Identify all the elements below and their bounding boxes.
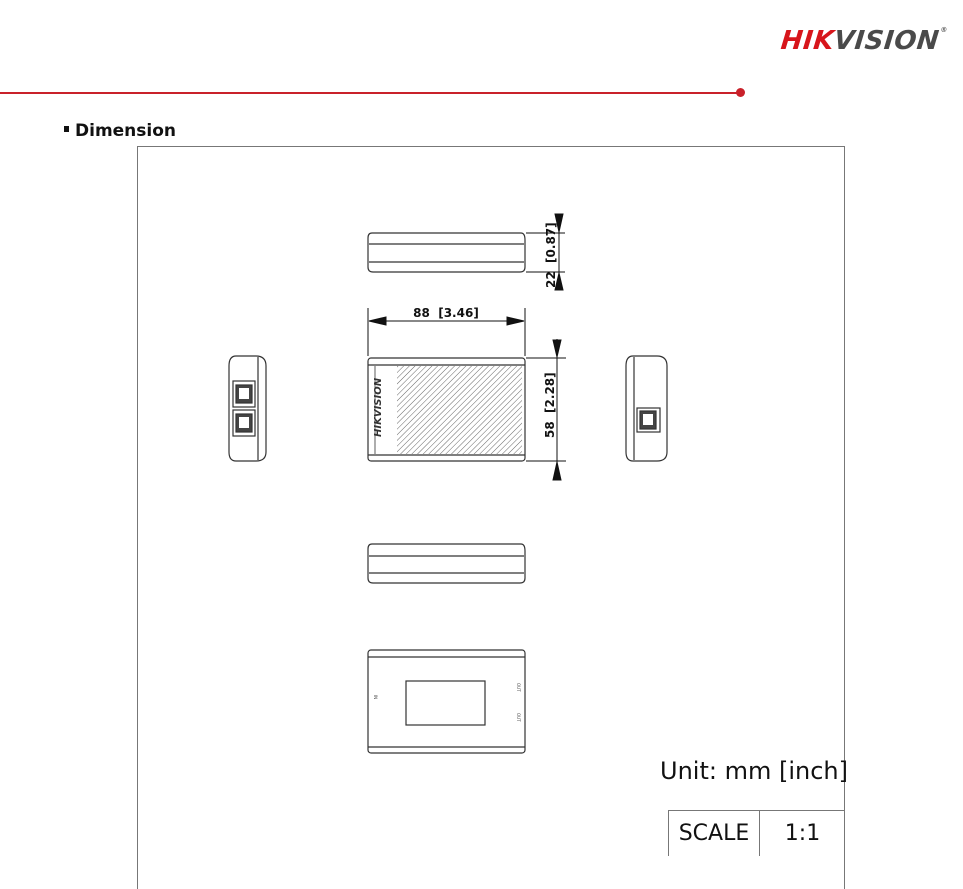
front-view: [368, 358, 525, 461]
logo-text-red: HIK: [779, 26, 836, 56]
scale-label: SCALE: [669, 811, 760, 856]
depth-dimension-label: 58 [2.28]: [543, 372, 557, 438]
right-end-view: [626, 356, 667, 461]
registered-mark: ®: [939, 26, 949, 34]
front-brand-text: HIKVISION: [373, 377, 384, 437]
top-view: [368, 233, 525, 272]
left-end-view: [229, 356, 266, 461]
underside-view: [368, 650, 525, 753]
unit-label: Unit: mm [inch]: [660, 757, 848, 785]
scale-value: 1:1: [784, 821, 821, 846]
bottom-side-view: [368, 544, 525, 583]
scale-table: [668, 810, 845, 856]
section-title-text: Dimension: [75, 121, 177, 141]
logo-text-gray: VISION: [832, 26, 941, 56]
port-out-label-1: OUT: [516, 683, 521, 692]
width-dimension-label: 88 [3.46]: [413, 306, 479, 320]
port-out-label-2: OUT: [516, 713, 521, 722]
height-dimension-label: 22 [0.87]: [544, 222, 558, 288]
port-in-label: IN: [373, 695, 378, 700]
